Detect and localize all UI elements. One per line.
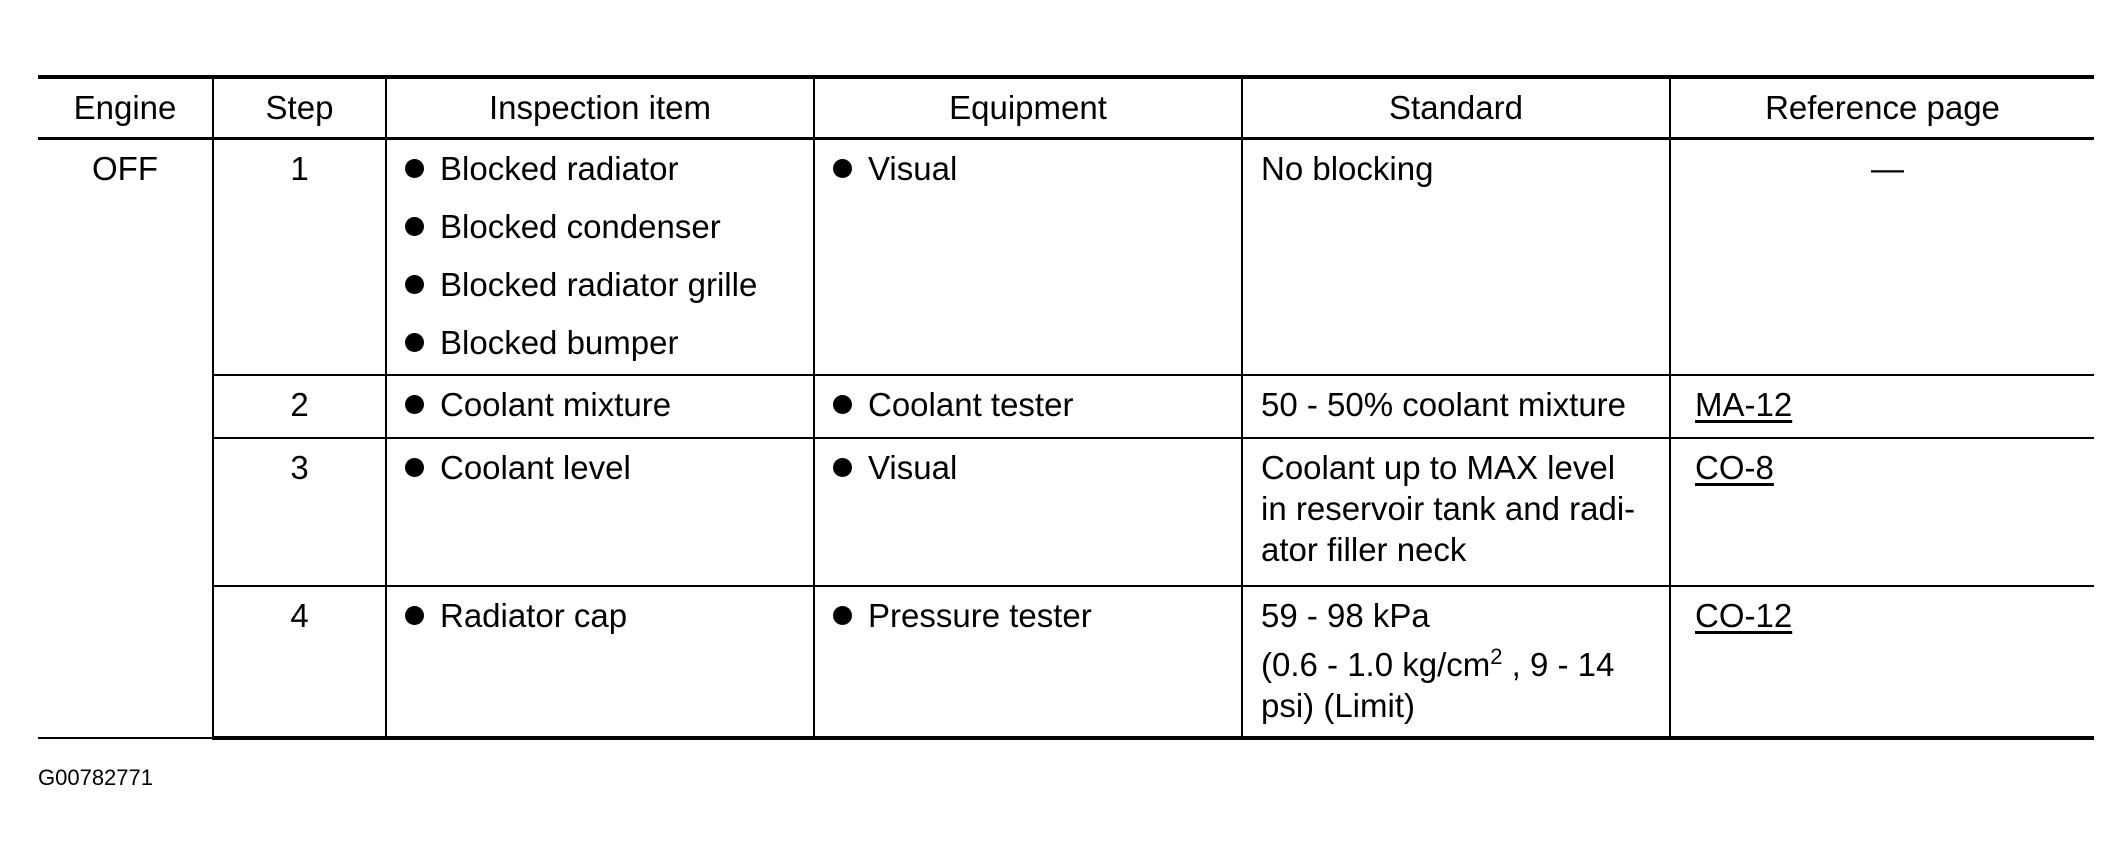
equipment-item	[833, 384, 1227, 425]
reference-none: —	[1871, 149, 1904, 187]
table-row	[38, 438, 2094, 586]
inspection-item-label: Blocked radiator grille	[440, 266, 758, 303]
standard-text-part: (0.6 - 1.0 kg/cm	[1261, 645, 1491, 683]
inspection-item-label: Blocked radiator	[440, 149, 679, 187]
step-number: 2	[213, 375, 386, 438]
standard-cell	[1242, 438, 1670, 586]
equipment-cell	[814, 375, 1242, 438]
inspection-item-label: Coolant mixture	[440, 385, 672, 423]
inspection-item-cell	[386, 438, 814, 586]
bullet-icon	[405, 333, 424, 352]
inspection-item-cell	[386, 586, 814, 739]
header-equipment: Equipment	[814, 77, 1242, 138]
inspection-item-cell	[386, 375, 814, 438]
header-reference-page: Reference page	[1670, 77, 2094, 138]
inspection-item-label: Coolant level	[440, 448, 631, 486]
standard-cell	[1242, 375, 1670, 438]
inspection-item-label: Blocked condenser	[440, 207, 721, 245]
inspection-item-label: Blocked bumper	[440, 324, 679, 362]
table-header-row	[38, 77, 2094, 138]
standard-text: in reservoir tank and radi-	[1261, 489, 1636, 527]
bullet-icon	[833, 159, 852, 178]
equipment-item	[833, 447, 1227, 488]
inspection-item	[405, 148, 799, 189]
bullet-icon	[833, 458, 852, 477]
table-row	[38, 375, 2094, 438]
reference-link[interactable]: MA-12	[1695, 385, 1793, 423]
standard-text: ator filler neck	[1261, 531, 1467, 568]
standard-text: No blocking	[1261, 149, 1434, 187]
equipment-item	[833, 148, 1227, 189]
standard-text: psi) (Limit)	[1261, 687, 1415, 724]
header-standard: Standard	[1242, 77, 1670, 138]
equipment-cell	[814, 438, 1242, 586]
superscript: 2	[1490, 643, 1503, 669]
equipment-label: Pressure tester	[868, 596, 1092, 634]
inspection-item	[405, 264, 799, 305]
standard-text-part: , 9 - 14	[1502, 645, 1615, 683]
reference-cell	[1670, 375, 2094, 438]
equipment-label: Visual	[868, 149, 958, 187]
bullet-icon	[405, 606, 424, 625]
standard-text: 59 - 98 kPa	[1261, 596, 1430, 634]
bullet-icon	[405, 159, 424, 178]
inspection-table	[38, 75, 2094, 740]
step-number: 4	[213, 586, 386, 739]
header-engine: Engine	[38, 77, 213, 138]
bullet-icon	[405, 275, 424, 294]
standard-text	[1261, 644, 1655, 685]
equipment-label: Visual	[868, 448, 958, 486]
bullet-icon	[405, 395, 424, 414]
standard-text: 50 - 50% coolant mixture	[1261, 385, 1627, 423]
inspection-item	[405, 206, 799, 247]
inspection-item	[405, 595, 799, 636]
step-number: 3	[213, 438, 386, 586]
equipment-cell	[814, 586, 1242, 739]
bullet-icon	[833, 395, 852, 414]
table-row	[38, 586, 2094, 739]
equipment-label: Coolant tester	[868, 385, 1074, 423]
reference-link[interactable]: CO-12	[1695, 596, 1793, 634]
reference-cell	[1670, 438, 2094, 586]
bullet-icon	[833, 606, 852, 625]
header-step: Step	[213, 77, 386, 138]
header-inspection-item: Inspection item	[386, 77, 814, 138]
reference-cell	[1670, 586, 2094, 739]
engine-state-cell: OFF	[38, 138, 213, 738]
reference-link[interactable]: CO-8	[1695, 448, 1774, 486]
figure-id: G00782771	[38, 765, 153, 790]
inspection-item	[405, 384, 799, 425]
table-row	[38, 138, 2094, 375]
standard-cell	[1242, 586, 1670, 739]
standard-cell	[1242, 138, 1670, 375]
inspection-item	[405, 322, 799, 363]
bullet-icon	[405, 458, 424, 477]
standard-text: Coolant up to MAX level	[1261, 448, 1616, 486]
inspection-table-container	[38, 75, 2094, 740]
inspection-item-cell	[386, 138, 814, 375]
step-number: 1	[213, 138, 386, 375]
inspection-item-label: Radiator cap	[440, 596, 628, 634]
reference-cell	[1670, 138, 2094, 375]
inspection-item	[405, 447, 799, 488]
bullet-icon	[405, 217, 424, 236]
equipment-cell	[814, 138, 1242, 375]
equipment-item	[833, 595, 1227, 636]
